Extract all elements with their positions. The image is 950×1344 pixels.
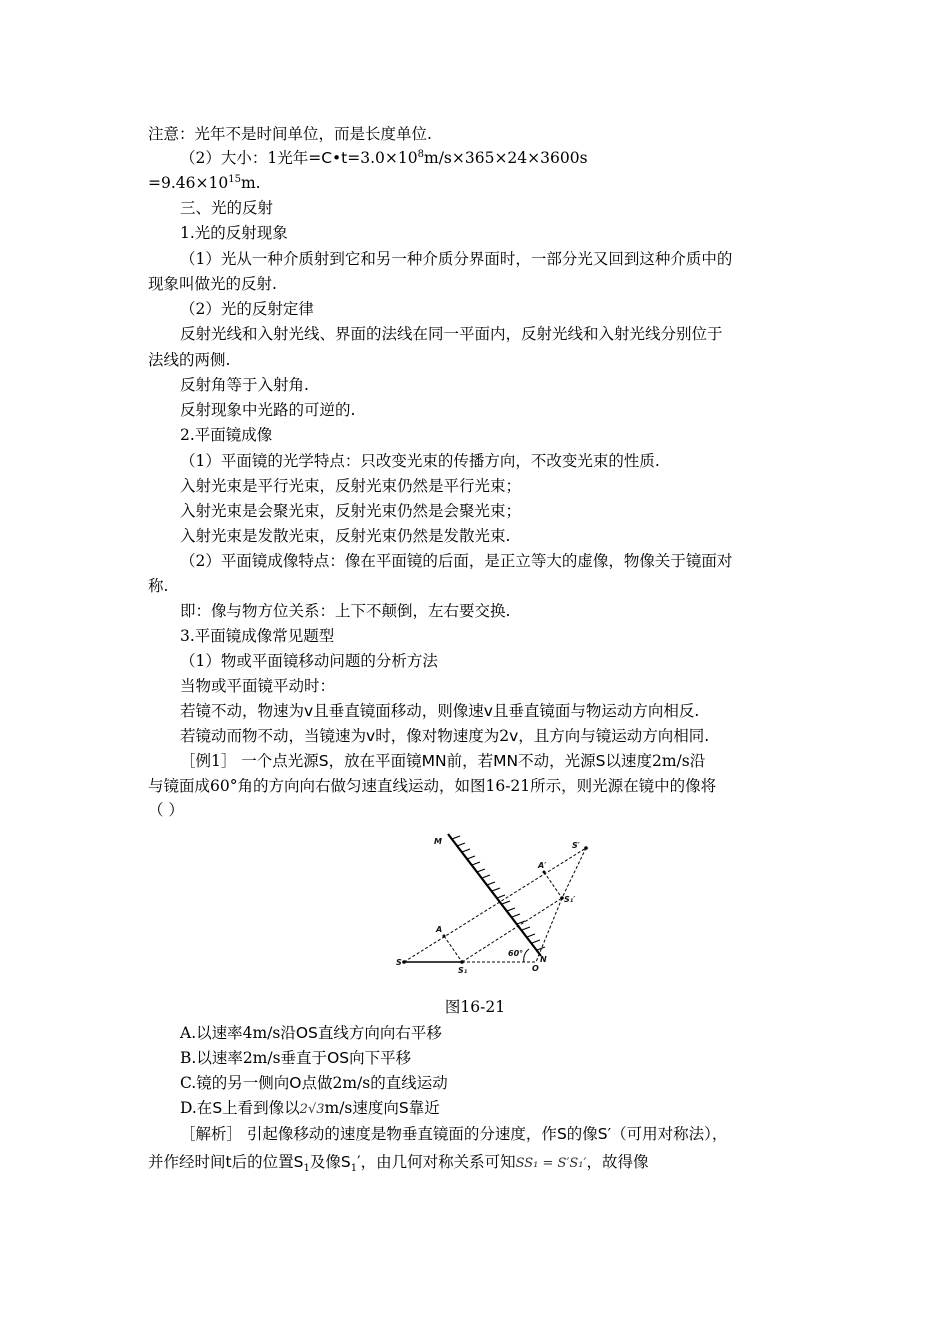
mirror-hatching — [452, 836, 545, 950]
line-a-s1 — [444, 936, 462, 962]
analysis-line: ［解析］ 引起像移动的速度是物垂直镜面的分速度，作S的像S′（可用对称法）， — [180, 1125, 728, 1143]
text-line: 即：像与物方位关系：上下不颠倒，左右要交换. — [180, 602, 511, 620]
point-sprime — [584, 846, 588, 850]
text-line: （2）平面镜成像特点：像在平面镜的后面，是正立等大的虚像，物像关于镜面对 — [180, 552, 733, 570]
text-line: 入射光束是平行光束，反射光束仍然是平行光束； — [180, 477, 522, 495]
text-line: 法线的两侧. — [148, 351, 231, 369]
text-line: 若镜不动，物速为v且垂直镜面移动，则像速v且垂直镜面与物运动方向相反. — [180, 702, 700, 720]
point-s — [402, 960, 406, 964]
point-s1 — [460, 960, 464, 964]
label-a: A — [436, 925, 443, 934]
answer-bracket: （ ） — [148, 801, 184, 819]
text-line: （1）物或平面镜移动问题的分析方法 — [180, 652, 438, 670]
label-o: O — [532, 964, 539, 973]
label-s: S — [396, 958, 402, 967]
label-n: N — [540, 955, 547, 964]
line-aprime-s1prime — [544, 872, 562, 898]
line-s1prime-o — [536, 898, 562, 962]
subsection-heading: 2.平面镜成像 — [180, 426, 273, 444]
text-line: $=9.46\times 10^{15}m$. — [148, 173, 261, 192]
text-line: 入射光束是发散光束，反射光束仍然是发散光束. — [180, 527, 511, 545]
text-line: 若镜动而物不动，当镜速为v时，像对物速度为2v，且方向与镜运动方向相同. — [180, 727, 710, 745]
text-line: 反射光线和入射光线、界面的法线在同一平面内，反射光线和入射光线分别位于 — [180, 325, 723, 343]
label-aprime: A′ — [538, 861, 547, 870]
option-b: B.以速率2m/s垂直于OS向下平移 — [180, 1049, 412, 1067]
mirror-diagram — [396, 828, 596, 980]
text-line: 入射光束是会聚光束，反射光束仍然是会聚光束； — [180, 502, 522, 520]
label-s1: S₁ — [458, 966, 468, 975]
text-line: （1）光从一种介质射到它和另一种介质分界面时，一部分光又回到这种介质中的 — [180, 250, 733, 268]
label-m: M — [434, 837, 442, 846]
analysis-line: 并作经时间t后的位置$S_1$及像$S_1'$，由几何对称关系可知SS₁ = S′S₁′，故得像 — [148, 1153, 649, 1175]
text-line: 与镜面成60°角的方向向右做匀速直线运动，如图16-21所示，则光源在镜中的像将 — [148, 777, 717, 795]
angle-arc — [524, 949, 529, 962]
subsection-heading: 1.光的反射现象 — [180, 224, 288, 242]
formula-ss1: SS₁ = S′S₁′ — [515, 1156, 587, 1171]
point-a — [443, 935, 446, 938]
text-line: 反射角等于入射角. — [180, 376, 309, 394]
mirror-line — [448, 834, 541, 956]
text-line: （2）光的反射定律 — [180, 300, 314, 318]
text-line: （1）平面镜的光学特点：只改变光束的传播方向，不改变光束的性质. — [180, 452, 660, 470]
text-line: 反射现象中光路的可逆的. — [180, 401, 356, 419]
text-line: 称. — [148, 577, 169, 595]
text-line: 现象叫做光的反射. — [148, 275, 277, 293]
label-s1prime: S₁′ — [564, 895, 576, 904]
label-sprime: S′ — [572, 841, 580, 850]
label-angle: 60° — [508, 949, 524, 958]
figure-caption: 图16-21 — [444, 998, 506, 1016]
section-heading: 三、光的反射 — [180, 199, 274, 217]
text-line: （2）大小：1光年$=C•t=3.0\times 10^8m/s\times 365\times 24\times 3600s$ — [180, 148, 588, 167]
option-d: D.在S上看到像以2√3m/s速度向S靠近 — [180, 1099, 440, 1117]
text-line: 注意：光年不是时间单位，而是长度单位. — [148, 125, 432, 143]
option-a: A.以速率4m/s沿OS直线方向向右平移 — [180, 1024, 442, 1042]
text-line: 当物或平面镜平动时： — [180, 677, 336, 695]
example-question: ［例1］ 一个点光源S，放在平面镜MN前，若MN不动，光源S以速度2m/s沿 — [180, 752, 706, 770]
option-c: C.镜的另一侧向O点做2m/s的直线运动 — [180, 1074, 448, 1092]
subsection-heading: 3.平面镜成像常见题型 — [180, 627, 335, 645]
point-aprime — [543, 871, 546, 874]
